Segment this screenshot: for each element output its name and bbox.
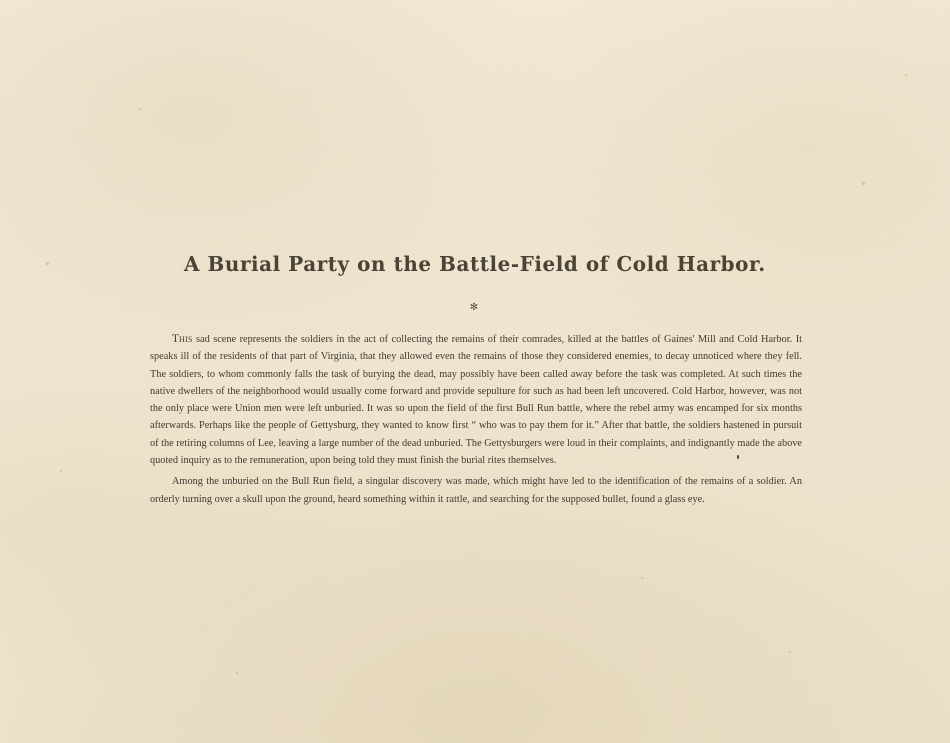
paragraph-1 [150,331,802,469]
page-title: A Burial Party on the Battle-Field of Cold Harbor. [184,252,766,276]
ornament-divider: ✻ [469,302,481,313]
paragraph-1-text: sad scene represents the soldiers in the act of collecting the remains of their comrades, killed at the battles of Gaines' Mill and Cold Harbor. It speaks ill of the residents of that part of Virginia, that they allowed even the remains of those they considered enemies, to decay unnoticed where they fell. The soldiers, to whom commonly falls the task of burying the dead, may possibly have been called away before the task was completed. At such times the native dwellers of the neighborhood would usually come forward and provide sepulture for such as had been left uncovered. Cold Harbor, however, was not the only place were Union men were left unburied. It was so upon the field of the first Bull Run battle, where the rebel army was encamped for six months afterwards. Perhaps like the people of Gettysburg, they wanted to know first “ who was to pay them for it.” After that battle, the soldiers hastened in pursuit of the retiring columns of Lee, leaving a large number of the dead unburied. The Gettysburgers were loud in their complaints, and indignantly made the above quoted inquiry as to the remuneration, upon being told they must finish the burial rites themselves. [150,334,802,467]
body-text [150,331,802,508]
ink-speck [737,455,739,459]
paragraph-2 [150,473,802,508]
paragraph-1-lead: This [172,333,193,345]
paragraph-2-text: Among the unburied on the Bull Run field, a singular discovery was made, which might have led to the identification of the remains of a soldier. An orderly turning over a skull upon the ground, heard something within it rattle, and searching for the supposed bullet, found a glass eye. [150,476,802,505]
page-title-block [0,252,950,276]
